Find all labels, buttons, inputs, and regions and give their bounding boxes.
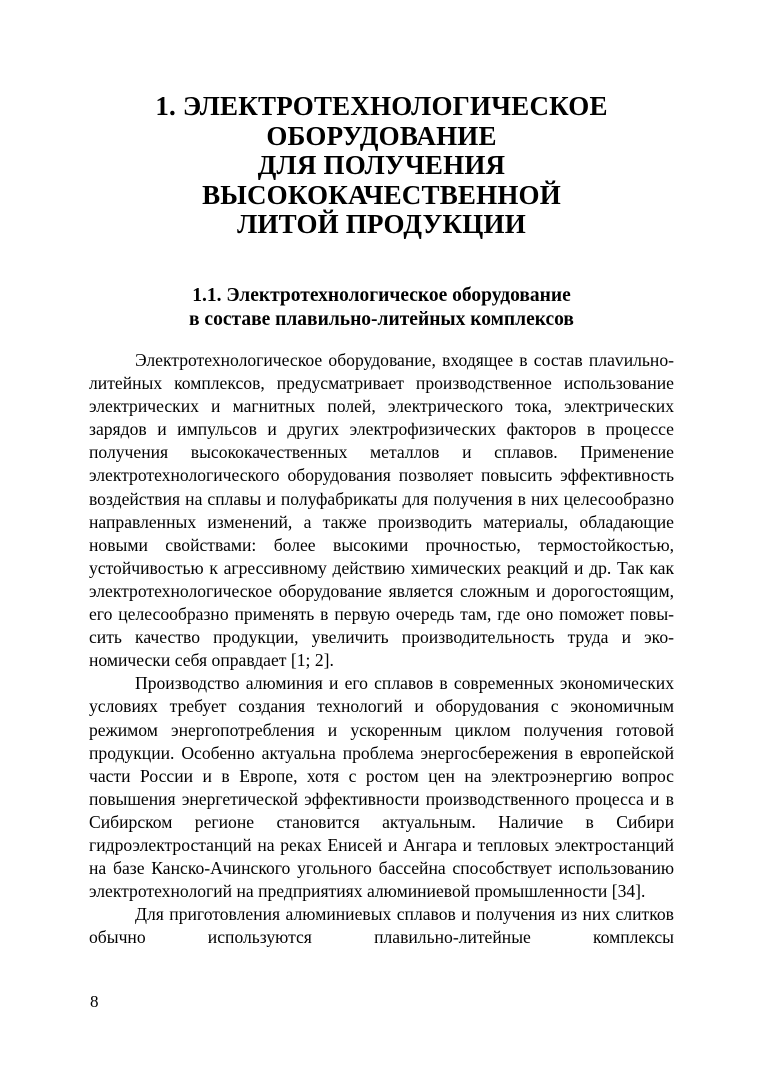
paragraph: Для приготовления алюминиевых сплавов и получения из них слитков обычно используются плавильно-литейные комплексы bbox=[89, 904, 674, 948]
section-title-line: 1.1. Электротехнологическое оборудование bbox=[192, 285, 571, 306]
chapter-title bbox=[90, 92, 673, 240]
chapter-title-line: ОБОРУДОВАНИЕ bbox=[266, 120, 497, 151]
chapter-title-line: ДЛЯ ПОЛУЧЕНИЯ bbox=[257, 150, 506, 180]
chapter-title-line: 1. ЭЛЕКТРОТЕХНОЛОГИЧЕСКОЕ bbox=[155, 91, 608, 121]
chapter-title-line: ВЫСОКОКАЧЕСТВЕННОЙ bbox=[202, 179, 561, 210]
chapter-title-line: ЛИТОЙ ПРОДУКЦИИ bbox=[237, 209, 526, 239]
page-number: 8 bbox=[90, 992, 99, 1011]
paragraph: Электротехнологическое оборудование, входящее в состав плаvильно-литейных комплексов, предусматривает производственное использование электрических и магнитных полей, электрического тока, электрических зарядов и импульсов и других электрофизических факторов в процессе получения высококачественных металлов и сплавов. Применение электротехнологического оборудования позволяет повысить эффективность воздействия на сплавы и полуфабрикаты для получения в них целесообразно направленных изменений, а также производить материалы, обладающие новыми свойствами: более высокими прочностью, термостойкостью, устойчивостью к агрессивному действию химических реакций и др. Так как электротехнологическое оборудование является сложным и дорогостоящим, его целесообразно применять в первую очередь там, где оно поможет повысить качество продукции, увеличить производительность труда и экономически себя оправдает [1; 2]. bbox=[89, 350, 674, 671]
section-title-line: в составе плавильно-литейных комплексов bbox=[189, 309, 574, 330]
body-text bbox=[89, 349, 674, 949]
paragraph: Производство алюминия и его сплавов в современных экономических условиях требует создания технологий и оборудования с экономичным режимом энергопотребления и ускоренным циклом получения готовой продукции. Особенно актуальна проблема энергосбережения в европейской части России и в Европе, хотя с ростом цен на электроэнергию вопрос повышения энергетической эффективности производственного процесса и в Сибирском регионе становится актуальным. Наличие в Сибири гидроэлектростанций на реках Енисей и Ангара и тепловых электростанций на базе Канско-Ачинского угольного бассейна способствует использованию электротехнологий на предприятиях алюминиевой промышленности [34]. bbox=[89, 673, 674, 902]
section-title bbox=[90, 284, 673, 332]
